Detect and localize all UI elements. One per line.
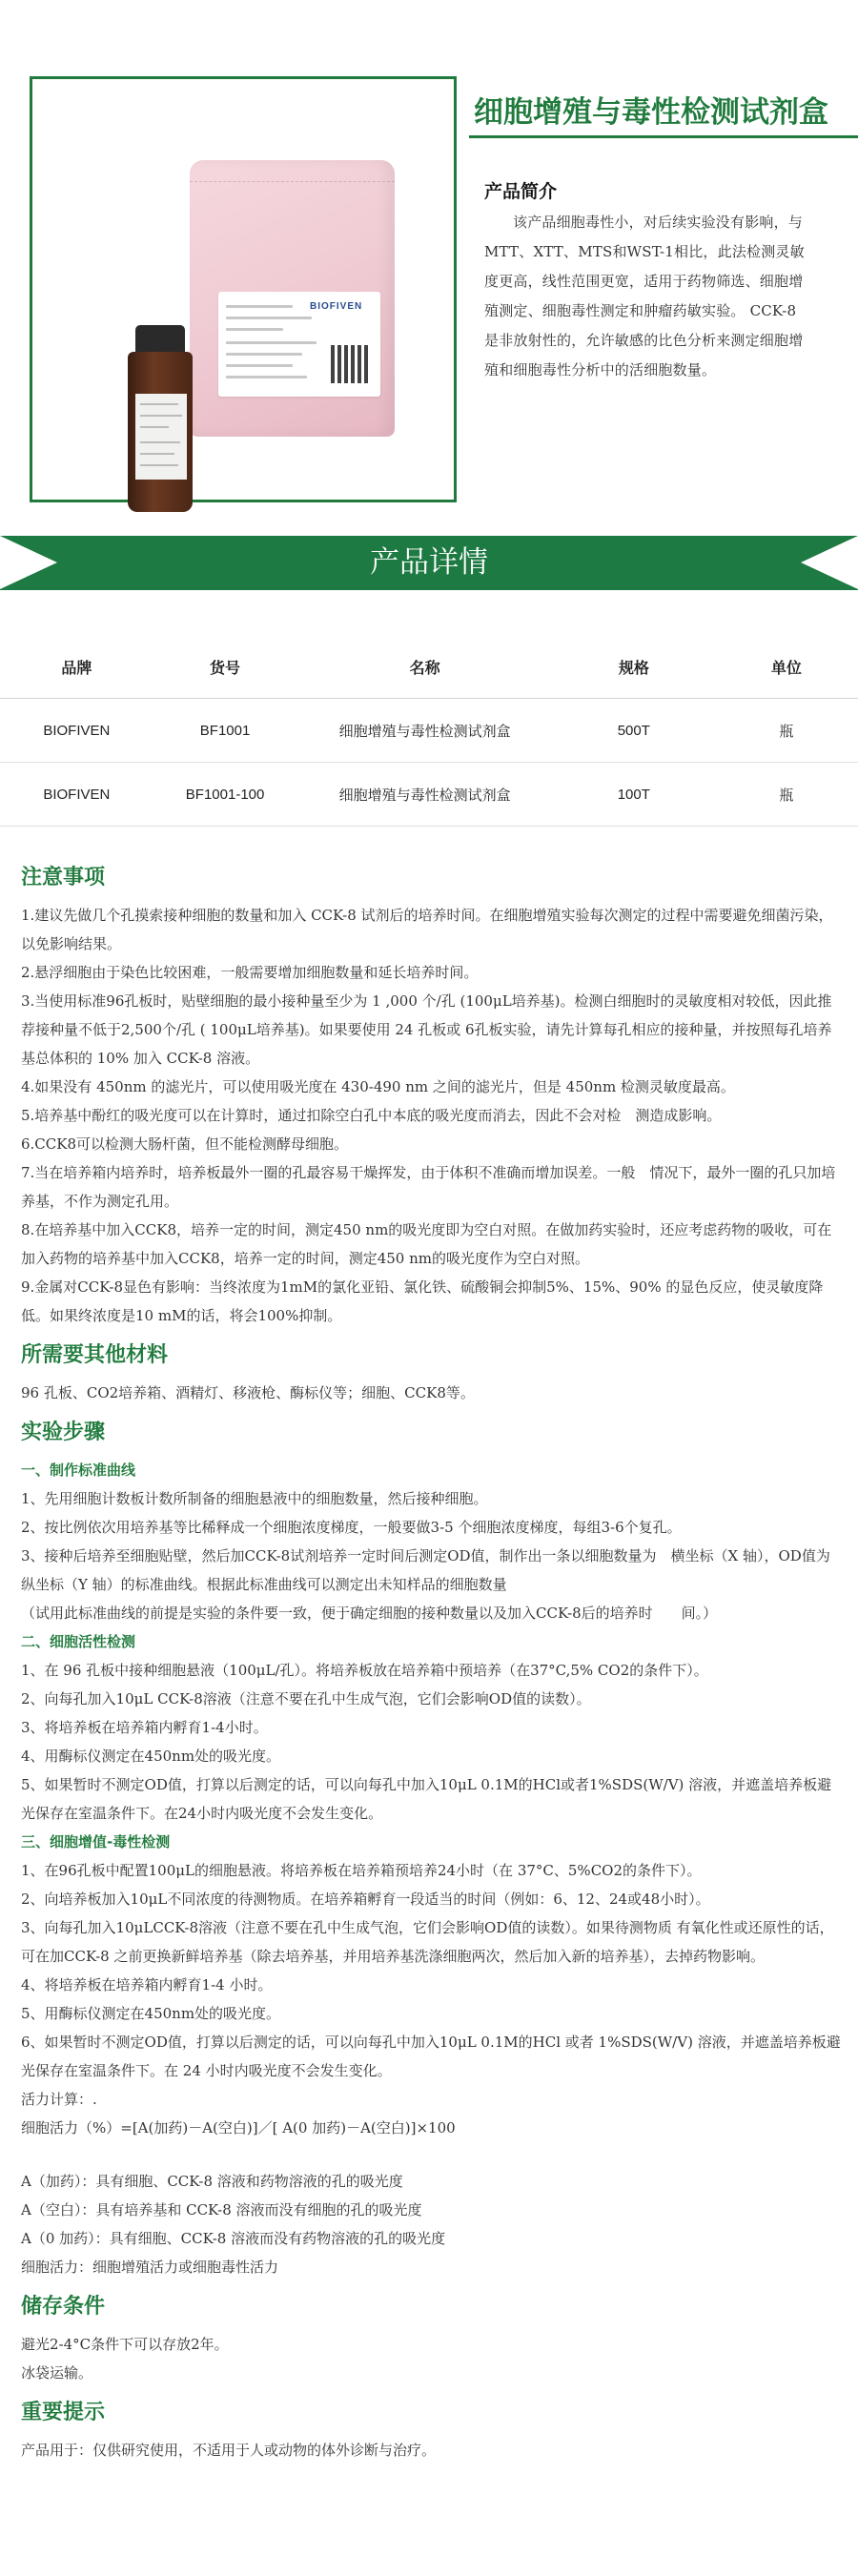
notes-heading: 注意事项 — [21, 866, 106, 889]
formula-definition: A（空白）：具有培养基和 CCK-8 溶液而没有细胞的孔的吸光度 — [21, 2201, 422, 2218]
reminder-heading: 重要提示 — [21, 2401, 106, 2424]
body-content — [21, 862, 841, 2464]
cell-brand: BIOFIVEN — [0, 763, 153, 827]
cell-brand: BIOFIVEN — [0, 699, 153, 763]
cell-unit: 瓶 — [715, 699, 858, 763]
cell-spec: 100T — [553, 763, 715, 827]
step-line: 2、按比例依次用培养基等比稀释成一个细胞浓度梯度，一般要做3-5 个细胞浓度梯度，每组3-6个复孔。 — [21, 1519, 682, 1536]
col-spec: 规格 — [553, 635, 715, 699]
table-row — [0, 699, 858, 763]
step-line: 2、向培养板加入10μL不同浓度的待测物质。在培养箱孵育一段适当的时间（例如：6、12、24或48小时）。 — [21, 1891, 710, 1908]
product-details-banner — [0, 536, 858, 590]
table-header-row — [0, 635, 858, 699]
step-line: 3、接种后培养至细胞贴壁，然后加CCK-8试剂培养一定时间后测定OD值，制作出一条以细胞数量为 横坐标（X 轴），OD值为纵坐标（Y 轴）的标准曲线。根据此标准曲线可以测定出未知样品的细胞数量 — [21, 1547, 830, 1593]
spec-table — [0, 635, 858, 827]
note-item: 7.当在培养箱内培养时，培养板最外一圈的孔最容易干燥挥发，由于体积不准确而增加误差。一般 情况下，最外一圈的孔只加培养基，不作为测定孔用。 — [21, 1164, 836, 1210]
storage-line: 冰袋运输。 — [21, 2364, 93, 2382]
step-section-title: 三、细胞增值-毒性检测 — [21, 1833, 171, 1850]
step-line: 1、在96孔板中配置100μL的细胞悬液。将培养板在培养箱预培养24小时（在 37°C、5%CO2的条件下）。 — [21, 1862, 702, 1879]
table-row — [0, 763, 858, 827]
storage-heading: 储存条件 — [21, 2295, 106, 2319]
note-item: 9.金属对CCK-8显色有影响：当终浓度为1mM的氯化亚铅、氯化铁、硫酸铜会抑制5%、15%、90% 的显色反应，使灵敏度降低。如果终浓度是10 mM的话，将会100%抑制。 — [21, 1278, 824, 1324]
cell-spec: 500T — [553, 699, 715, 763]
title-divider — [469, 135, 858, 138]
note-item: 8.在培养基中加入CCK8，培养一定的时间，测定450 nm的吸光度即为空白对照。在做加药实验时，还应考虑药物的吸收，可在加入药物的培养基中加入CCK8，培养一定的时间，测定450 nm的吸光度作为空白对照。 — [21, 1221, 832, 1267]
intro-heading: 产品简介 — [484, 181, 558, 202]
bottle-label — [135, 394, 187, 480]
product-image-frame — [30, 76, 457, 502]
step-line: 5、如果暂时不测定OD值，打算以后测定的话，可以向每孔中加入10μL 0.1M的HCl或者1%SDS(W/V) 溶液，并遮盖培养板避光保存在室温条件下。在24小时内吸光度不会发生变化。 — [21, 1776, 832, 1822]
step-line: 1、先用细胞计数板计数所制备的细胞悬液中的细胞数量，然后接种细胞。 — [21, 1490, 488, 1507]
banner-title: 产品详情 — [370, 545, 488, 580]
step-line: （试用此标准曲线的前提是实验的条件要一致，便于确定细胞的接种数量以及加入CCK-8后的培养时 间。） — [21, 1605, 718, 1622]
col-name: 名称 — [296, 635, 552, 699]
step-line: 5、用酶标仪测定在450nm处的吸光度。 — [21, 2005, 281, 2022]
cell-name: 细胞增殖与毒性检测试剂盒 — [296, 699, 552, 763]
formula-definition: A（加药）：具有细胞、CCK-8 溶液和药物溶液的孔的吸光度 — [21, 2173, 403, 2190]
activity-formula: 细胞活力（%）=[A(加药)－A(空白)]／[ A(0 加药)－A(空白)]×100 — [21, 2119, 456, 2136]
col-unit: 单位 — [715, 635, 858, 699]
steps-heading: 实验步骤 — [21, 1421, 106, 1444]
activity-calc-label: 活力计算：. — [21, 2091, 97, 2108]
product-title: 细胞增殖与毒性检测试剂盒 — [474, 95, 828, 130]
note-item: 6.CCK8可以检测大肠杆菌，但不能检测酵母细胞。 — [21, 1135, 349, 1153]
step-line: 1、在 96 孔板中接种细胞悬液（100μL/孔）。将培养板放在培养箱中预培养（在37°C,5% CO2的条件下）。 — [21, 1662, 708, 1679]
pouch-logo: BIOFIVEN — [310, 301, 363, 312]
pouch-label — [218, 292, 380, 397]
step-line: 2、向每孔加入10μL CCK-8溶液（注意不要在孔中生成气泡，它们会影响OD值的读数）。 — [21, 1690, 591, 1707]
formula-definition: A（0 加药）：具有细胞、CCK-8 溶液而没有药物溶液的孔的吸光度 — [21, 2230, 446, 2247]
note-item: 2.悬浮细胞由于染色比较困难，一般需要增加细胞数量和延长培养时间。 — [21, 964, 479, 981]
col-sku: 货号 — [153, 635, 297, 699]
step-line: 6、如果暂时不测定OD值，打算以后测定的话，可以向每孔中加入10μL 0.1M的HCl 或者 1%SDS(W/V) 溶液，并遮盖培养板避光保存在室温条件下。在 24 小时内吸光度不会发生变化。 — [21, 2034, 841, 2079]
step-line: 3、将培养板在培养箱内孵育1-4小时。 — [21, 1719, 268, 1736]
step-section-title: 一、制作标准曲线 — [21, 1462, 136, 1479]
materials-heading: 所需要其他材料 — [21, 1343, 169, 1367]
step-section-title: 二、细胞活性检测 — [21, 1633, 136, 1650]
cell-unit: 瓶 — [715, 763, 858, 827]
qr-code-icon — [331, 345, 369, 383]
cell-sku: BF1001 — [153, 699, 297, 763]
note-item: 4.如果没有 450nm 的滤光片，可以使用吸光度在 430-490 nm 之间的滤光片，但是 450nm 检测灵敏度最高。 — [21, 1078, 735, 1095]
step-line: 4、用酶标仪测定在450nm处的吸光度。 — [21, 1748, 281, 1765]
formula-definition: 细胞活力：细胞增殖活力或细胞毒性活力 — [21, 2259, 279, 2276]
bottle-cap — [135, 325, 185, 354]
note-item: 1.建议先做几个孔摸索接种细胞的数量和加入 CCK-8 试剂后的培养时间。在细胞增殖实验每次测定的过程中需要避免细菌污染，以免影响结果。 — [21, 907, 833, 952]
intro-text: 该产品细胞毒性小，对后续实验没有影响，与MTT、XTT、MTS和WST-1相比，此法检测灵敏度更高，线性范围更宽，适用于药物筛选、细胞增殖测定、细胞毒性测定和肿瘤药敏实验。 CCK-8是非放射性的，允许敏感的比色分析来测定细胞增殖和细胞毒性分析中的活细胞数量。 — [484, 214, 805, 378]
step-line: 4、将培养板在培养箱内孵育1-4 小时。 — [21, 1976, 273, 1993]
note-item: 5.培养基中酚红的吸光度可以在计算时，通过扣除空白孔中本底的吸光度而消去，因此不会对检 测造成影响。 — [21, 1107, 722, 1124]
materials-text: 96 孔板、CO2培养箱、酒精灯、移液枪、酶标仪等；细胞、CCK8等。 — [21, 1384, 475, 1401]
note-item: 3.当使用标准96孔板时，贴壁细胞的最小接种量至少为 1 ,000 个/孔 (100μL培养基)。检测白细胞时的灵敏度相对较低，因此推荐接种量不低于2,500个/孔 ( 100μL培养基)。如果要使用 24 孔板或 6孔板实验，请先计算每孔相应的接种量，并按照每孔培养基总体积的 10% 加入 CCK-8 溶液。 — [21, 992, 832, 1067]
cell-sku: BF1001-100 — [153, 763, 297, 827]
storage-line: 避光2-4°C条件下可以存放2年。 — [21, 2336, 229, 2353]
cell-name: 细胞增殖与毒性检测试剂盒 — [296, 763, 552, 827]
reagent-pouch-image — [190, 160, 395, 437]
col-brand: 品牌 — [0, 635, 153, 699]
step-line: 3、向每孔加入10μLCCK-8溶液（注意不要在孔中生成气泡，它们会影响OD值的读数）。如果待测物质 有氧化性或还原性的话，可在加CCK-8 之前更换新鲜培养基（除去培养基，并用培养基洗涤细胞两次，然后加入新的培养基），去掉药物影响。 — [21, 1919, 834, 1965]
reminder-text: 产品用于：仅供研究使用，不适用于人或动物的体外诊断与治疗。 — [21, 2442, 437, 2459]
